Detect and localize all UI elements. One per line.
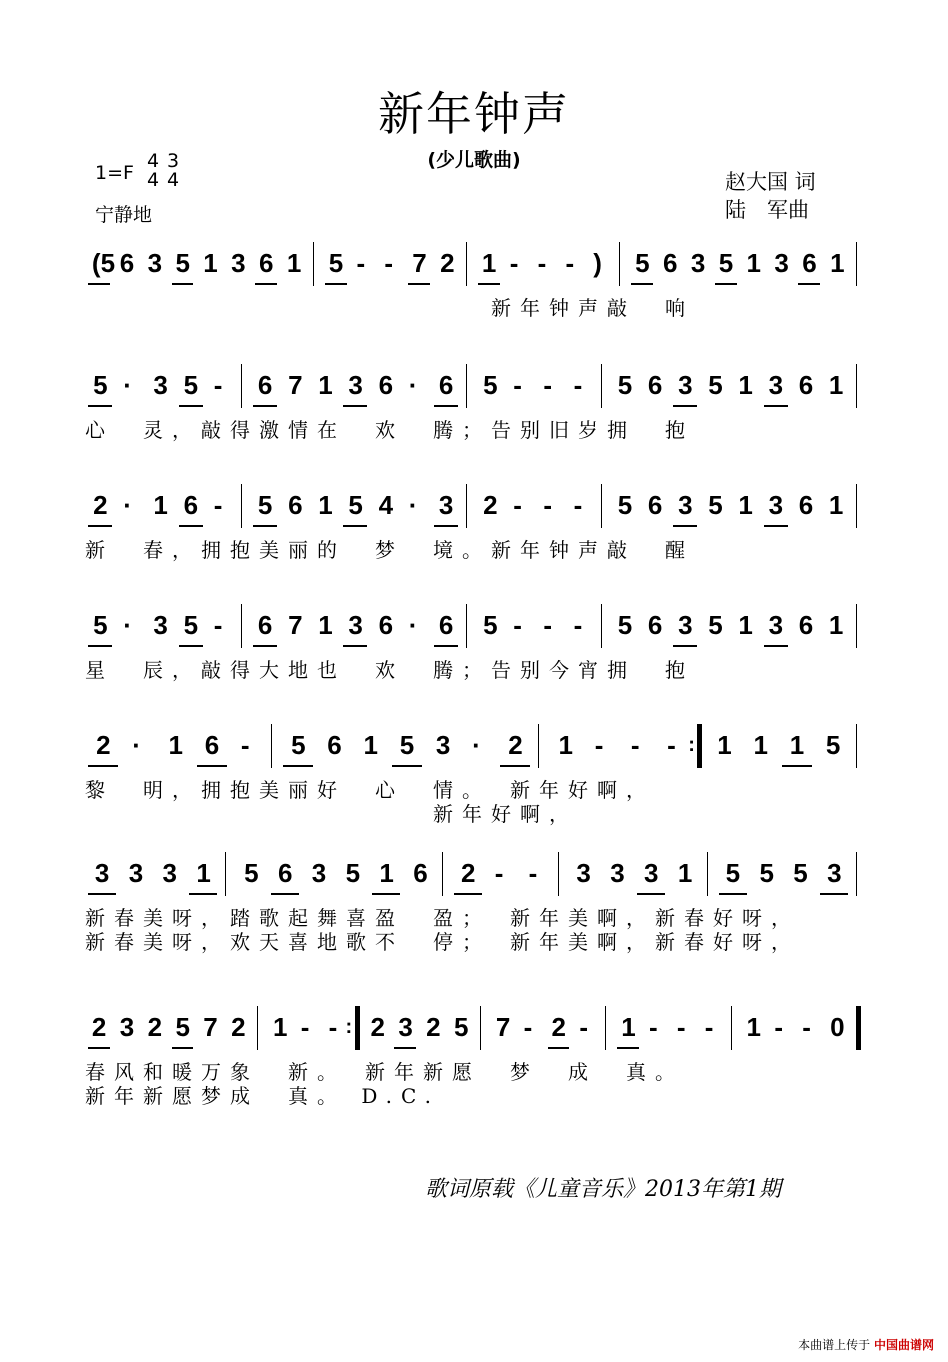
note: ·	[132, 730, 141, 760]
note: 1	[789, 730, 805, 760]
note: 3	[827, 858, 842, 888]
note: 1	[379, 858, 394, 888]
note-underline	[88, 1047, 110, 1049]
note: 6	[259, 248, 274, 278]
note: -	[356, 248, 366, 278]
note: -	[802, 1012, 811, 1042]
note: 5	[793, 858, 808, 888]
note: 5	[244, 858, 259, 888]
note: -	[565, 248, 575, 278]
note: 1	[738, 610, 753, 640]
note: 1	[153, 490, 168, 520]
note: 6	[119, 248, 135, 278]
note: 3	[678, 610, 693, 640]
note-underline	[764, 645, 788, 647]
note: ·	[123, 610, 132, 640]
note: -	[704, 1012, 714, 1042]
note-underline	[394, 1047, 416, 1049]
note: 4	[378, 490, 394, 520]
barline	[558, 852, 559, 896]
note: 6	[798, 610, 814, 640]
note: 5	[183, 610, 199, 640]
note: 1	[677, 858, 693, 888]
note: 1	[481, 248, 497, 278]
note: 2	[461, 858, 476, 888]
note-underline	[343, 405, 367, 407]
note: 1	[168, 730, 183, 760]
barline	[241, 364, 242, 408]
note: 1	[272, 1012, 288, 1042]
barline	[731, 1006, 732, 1050]
note: 5	[708, 610, 723, 640]
note: 7	[412, 248, 427, 278]
note: 6	[327, 730, 342, 760]
note-underline	[631, 283, 653, 285]
note-underline	[673, 645, 697, 647]
note: 3	[231, 248, 246, 278]
note: 1	[363, 730, 378, 760]
barline	[355, 1006, 360, 1050]
barline	[257, 1006, 258, 1050]
note: -	[594, 730, 604, 760]
barline	[466, 364, 467, 408]
note: 6	[798, 370, 814, 400]
note-underline	[434, 525, 458, 527]
note: 1	[286, 248, 302, 278]
note: 1	[828, 490, 844, 520]
time-sig-1-num: 4	[146, 150, 160, 172]
barline	[856, 364, 857, 408]
note: 3	[348, 370, 363, 400]
barline	[241, 604, 242, 648]
song-title: 新年钟声	[378, 87, 570, 141]
note: 2	[96, 730, 111, 760]
lyric-line: 星 辰，敲得大地也 欢 腾；告别今宵拥 抱	[85, 658, 694, 682]
note-underline	[88, 893, 116, 895]
note: -	[213, 370, 223, 400]
footer-brand: 中国曲谱网	[873, 1338, 934, 1352]
note-underline	[88, 765, 118, 767]
lyric-line: 心 灵，敲得激情在 欢 腾；告别旧岁拥 抱	[85, 418, 694, 442]
note-underline	[500, 765, 530, 767]
barline	[466, 604, 467, 648]
note: 7	[288, 610, 303, 640]
barline	[466, 484, 467, 528]
note-underline	[88, 283, 110, 285]
note-underline	[271, 893, 299, 895]
note: 5	[483, 610, 498, 640]
note: -	[384, 248, 394, 278]
footer-text: 本曲谱上传于	[798, 1338, 871, 1352]
note: 1	[746, 1012, 762, 1042]
score-line-3	[85, 490, 865, 600]
note-underline	[88, 525, 112, 527]
note: 5	[175, 248, 190, 278]
note-underline	[179, 645, 203, 647]
note: 1	[753, 730, 768, 760]
note-underline	[764, 405, 788, 407]
score-line-1	[85, 248, 865, 358]
composer-credit: 陆 军曲	[725, 198, 809, 222]
note-underline	[343, 525, 367, 527]
note: 3	[610, 858, 625, 888]
note-underline	[88, 645, 112, 647]
note: 7	[203, 1012, 218, 1042]
barline	[313, 242, 314, 286]
barline	[856, 852, 857, 896]
note: (5	[91, 248, 116, 278]
note-underline	[197, 765, 227, 767]
barline	[601, 604, 602, 648]
note: 1	[621, 1012, 636, 1042]
note: 6	[204, 730, 220, 760]
note: 1	[717, 730, 732, 760]
note: 5	[708, 370, 723, 400]
note: -	[573, 490, 583, 520]
note: 3	[162, 858, 177, 888]
note: 6	[798, 490, 814, 520]
note: 3	[435, 730, 451, 760]
note: -	[300, 1012, 310, 1042]
note: 6	[378, 610, 394, 640]
note: -	[649, 1012, 658, 1042]
note: 1	[203, 248, 218, 278]
note: 3	[94, 858, 110, 888]
score-line-7	[85, 1012, 865, 1122]
note-underline	[798, 283, 820, 285]
barline	[271, 724, 272, 768]
note-underline	[820, 893, 848, 895]
note: 5	[345, 858, 361, 888]
barline	[442, 852, 443, 896]
score-line-6	[85, 858, 865, 968]
note: 1	[830, 248, 845, 278]
note: 6	[378, 370, 394, 400]
source-note: 歌词原载《儿童音乐》2013年第1期	[425, 1177, 781, 1202]
note: 3	[147, 248, 163, 278]
lyric-line: 新年钟声敲 响	[85, 296, 694, 320]
note: 6	[647, 490, 663, 520]
barline	[697, 724, 702, 768]
note: 7	[495, 1012, 511, 1042]
lyric-line: 新年新愿梦成 真。 D.C.	[85, 1084, 440, 1108]
key-signature: 1=F	[95, 162, 134, 184]
note: 1	[828, 370, 844, 400]
note: -	[213, 490, 223, 520]
note: 2	[91, 1012, 107, 1042]
note: -	[543, 490, 553, 520]
note: 3	[438, 490, 454, 520]
note: 6	[802, 248, 817, 278]
note: 2	[147, 1012, 163, 1042]
time-sig-1	[145, 152, 161, 190]
note: -	[543, 610, 553, 640]
time-sig-2	[165, 152, 181, 190]
note: 5	[399, 730, 415, 760]
note: 5	[93, 370, 108, 400]
note-underline	[782, 765, 812, 767]
note: -	[537, 248, 547, 278]
note: 6	[277, 858, 293, 888]
note: 3	[153, 370, 168, 400]
note: 5	[454, 1012, 469, 1042]
note-underline	[253, 645, 277, 647]
repeat-sign: :	[688, 734, 695, 756]
note: 5	[183, 370, 199, 400]
note: -	[579, 1012, 589, 1042]
note-underline	[189, 893, 217, 895]
note: -	[667, 730, 676, 760]
lyric-line: 新春美呀，踏歌起舞喜盈 盈； 新年美啊，新春好呀，	[85, 906, 800, 930]
note: 1	[196, 858, 211, 888]
note-underline	[673, 525, 697, 527]
note: 5	[635, 248, 650, 278]
note-underline	[88, 405, 112, 407]
note: -	[494, 858, 504, 888]
note-underline	[172, 283, 194, 285]
time-sig-1-den: 4	[146, 169, 160, 191]
barline	[601, 484, 602, 528]
note: 3	[398, 1012, 413, 1042]
note: -	[543, 370, 553, 400]
note: 2	[551, 1012, 566, 1042]
note: -	[573, 370, 583, 400]
time-sig-2-num: 3	[166, 150, 180, 172]
barline	[601, 364, 602, 408]
song-subtitle: (少儿歌曲)	[427, 149, 521, 171]
score-line-4	[85, 610, 865, 720]
barline	[856, 1006, 861, 1050]
note: 3	[678, 490, 693, 520]
note: 3	[644, 858, 659, 888]
note: ·	[408, 370, 418, 400]
lyric-line: 黎 明，拥抱美丽好 心 情。 新年好啊，	[85, 778, 655, 802]
barline	[225, 852, 226, 896]
note: -	[513, 490, 522, 520]
note-underline	[764, 525, 788, 527]
note: 3	[678, 370, 693, 400]
note: -	[240, 730, 250, 760]
note: 1	[828, 610, 844, 640]
note: 5	[759, 858, 774, 888]
note-underline	[179, 525, 203, 527]
note: 5	[725, 858, 741, 888]
note: 6	[663, 248, 678, 278]
note: 5	[93, 610, 108, 640]
note-underline	[392, 765, 422, 767]
score-line-2	[85, 370, 865, 480]
note: 3	[768, 610, 784, 640]
note-underline	[673, 405, 697, 407]
note-underline	[478, 283, 500, 285]
note: -	[509, 248, 519, 278]
note: -	[630, 730, 640, 760]
note: -	[528, 858, 538, 888]
note: -	[213, 610, 223, 640]
note: 5	[718, 248, 734, 278]
note: 1	[558, 730, 573, 760]
note: 5	[257, 490, 273, 520]
barline	[538, 724, 539, 768]
note: 3	[119, 1012, 135, 1042]
note: 6	[257, 370, 273, 400]
note: 2	[508, 730, 523, 760]
barline	[466, 242, 467, 286]
note-underline	[434, 645, 458, 647]
note: 2	[93, 490, 108, 520]
note: 3	[768, 490, 784, 520]
note-underline	[283, 765, 313, 767]
lyric-line: 新 春，拥抱美丽的 梦 境。新年钟声敲 醒	[85, 538, 694, 562]
note: ·	[408, 490, 418, 520]
note: -	[513, 370, 522, 400]
note: 6	[438, 610, 454, 640]
note: 3	[348, 610, 363, 640]
barline	[707, 852, 708, 896]
note: 3	[311, 858, 327, 888]
note: 6	[183, 490, 199, 520]
time-sig-2-den: 4	[166, 169, 180, 191]
note: -	[573, 610, 583, 640]
note-underline	[343, 645, 367, 647]
note-underline	[548, 1047, 570, 1049]
note: 5	[483, 370, 498, 400]
barline	[856, 604, 857, 648]
note: 5	[348, 490, 363, 520]
barline	[241, 484, 242, 528]
note: 1	[738, 490, 753, 520]
note: 6	[647, 370, 663, 400]
note-underline	[325, 283, 347, 285]
note-underline	[255, 283, 277, 285]
note-underline	[372, 893, 400, 895]
note-underline	[253, 405, 277, 407]
barline	[856, 724, 857, 768]
lyric-line: 新春美呀，欢天喜地歌不 停； 新年美啊，新春好呀，	[85, 930, 800, 954]
note: 1	[318, 370, 333, 400]
note: 5	[617, 370, 633, 400]
note: 6	[257, 610, 273, 640]
note-underline	[434, 405, 458, 407]
note-underline	[179, 405, 203, 407]
note-underline	[172, 1047, 194, 1049]
note: 2	[231, 1012, 246, 1042]
note: 2	[440, 248, 455, 278]
note: ·	[472, 730, 481, 760]
note: 5	[175, 1012, 190, 1042]
note: 3	[153, 610, 168, 640]
lyricist-credit: 赵大国 词	[725, 170, 816, 194]
note: 5	[291, 730, 306, 760]
footer	[798, 1336, 934, 1353]
note: 6	[438, 370, 454, 400]
note: 1	[746, 248, 761, 278]
note: 7	[288, 370, 303, 400]
note: ·	[123, 490, 132, 520]
note: 3	[690, 248, 706, 278]
note: -	[523, 1012, 533, 1042]
note: 5	[617, 490, 633, 520]
score-line-5	[85, 730, 865, 840]
note: -	[676, 1012, 686, 1042]
note: 5	[708, 490, 723, 520]
repeat-sign: :	[345, 1016, 353, 1038]
note: 2	[426, 1012, 441, 1042]
note: 3	[128, 858, 144, 888]
note: 5	[825, 730, 841, 760]
note: 0	[830, 1012, 845, 1042]
note: 1	[318, 610, 333, 640]
barline	[480, 1006, 481, 1050]
lyric-line: 春风和暖万象 新。 新年新愿 梦 成 真。	[85, 1060, 684, 1084]
note: 3	[774, 248, 789, 278]
note: 2	[483, 490, 498, 520]
note: -	[328, 1012, 338, 1042]
note-underline	[454, 893, 482, 895]
note: )	[593, 248, 602, 278]
barline	[856, 242, 857, 286]
note: 6	[647, 610, 663, 640]
note: 3	[576, 858, 591, 888]
note-underline	[715, 283, 737, 285]
note-underline	[253, 525, 277, 527]
barline	[605, 1006, 606, 1050]
note: 3	[768, 370, 784, 400]
note: -	[774, 1012, 784, 1042]
note: -	[513, 610, 522, 640]
note: 6	[413, 858, 428, 888]
note: 2	[370, 1012, 385, 1042]
note-underline	[719, 893, 747, 895]
note: 1	[318, 490, 333, 520]
note-underline	[617, 1047, 639, 1049]
lyric-line: 新年好啊，	[85, 802, 578, 826]
note: ·	[123, 370, 132, 400]
barline	[619, 242, 620, 286]
note: 5	[617, 610, 633, 640]
note-underline	[637, 893, 665, 895]
note: 5	[328, 248, 344, 278]
note: ·	[408, 610, 418, 640]
note: 1	[738, 370, 753, 400]
note: 6	[288, 490, 303, 520]
note-underline	[408, 283, 430, 285]
tempo-marking: 宁静地	[95, 204, 153, 226]
barline	[856, 484, 857, 528]
